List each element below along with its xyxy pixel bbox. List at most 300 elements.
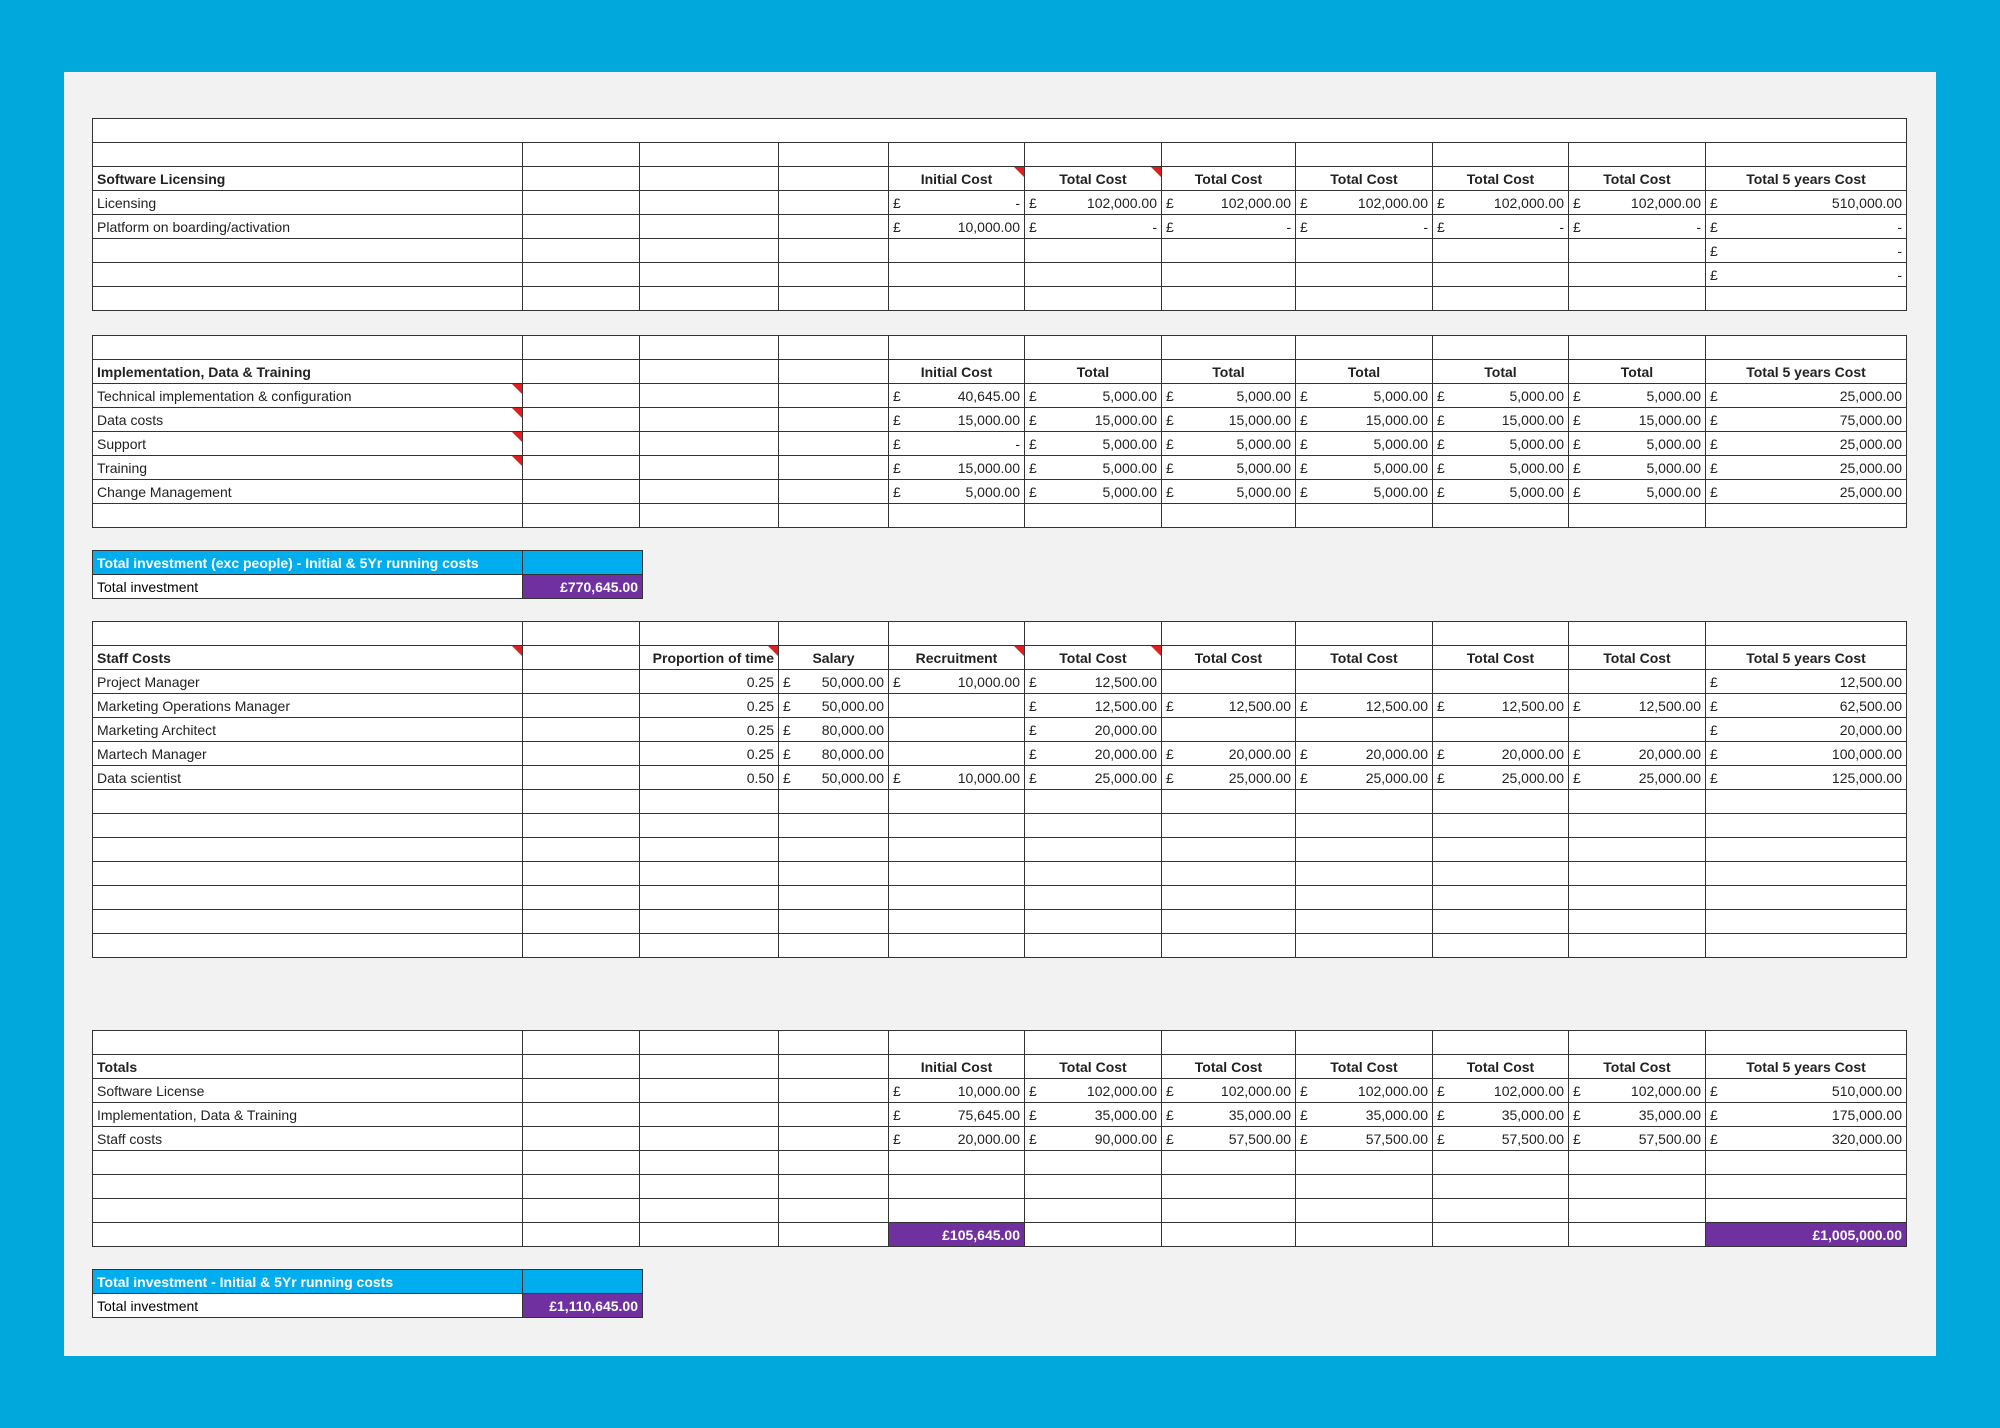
table-cell[interactable]: Y5 bbox=[1569, 622, 1706, 646]
table-cell[interactable] bbox=[1162, 432, 1296, 456]
table-cell[interactable]: Y5 bbox=[1569, 1031, 1706, 1055]
table-cell[interactable] bbox=[523, 480, 640, 504]
table-cell[interactable] bbox=[523, 408, 640, 432]
table-cell[interactable] bbox=[523, 1031, 640, 1055]
table-cell[interactable] bbox=[1706, 1199, 1907, 1223]
table-cell[interactable] bbox=[1162, 670, 1296, 694]
table-cell[interactable]: Recruitment bbox=[889, 646, 1025, 670]
table-cell[interactable] bbox=[1569, 862, 1706, 886]
table-cell[interactable]: £57,500.00 bbox=[1433, 934, 1569, 958]
table-cell[interactable] bbox=[1433, 215, 1569, 239]
table-cell[interactable] bbox=[1025, 239, 1162, 263]
table-row[interactable] bbox=[93, 1079, 1907, 1103]
table-cell[interactable] bbox=[1025, 504, 1162, 528]
table-cell[interactable] bbox=[523, 934, 640, 958]
table-cell[interactable] bbox=[1433, 670, 1569, 694]
table-cell[interactable]: Y1 bbox=[1025, 336, 1162, 360]
table-cell[interactable] bbox=[1569, 1127, 1706, 1151]
table-cell[interactable] bbox=[779, 360, 889, 384]
table-cell[interactable] bbox=[1706, 838, 1907, 862]
table-cell[interactable] bbox=[779, 1175, 889, 1199]
table-row[interactable] bbox=[93, 456, 1907, 480]
table-cell[interactable] bbox=[1569, 432, 1706, 456]
table-cell[interactable] bbox=[1025, 1079, 1162, 1103]
table-row[interactable] bbox=[93, 408, 1907, 432]
table-cell[interactable] bbox=[779, 934, 889, 958]
table-cell[interactable] bbox=[1296, 287, 1433, 311]
table-cell[interactable] bbox=[523, 886, 640, 910]
table-cell[interactable] bbox=[1296, 886, 1433, 910]
table-cell[interactable] bbox=[523, 1223, 640, 1247]
table-cell[interactable] bbox=[1296, 408, 1433, 432]
table-cell[interactable] bbox=[93, 239, 523, 263]
table-cell[interactable] bbox=[779, 456, 889, 480]
table-cell[interactable] bbox=[1296, 1199, 1433, 1223]
table-cell[interactable] bbox=[1433, 1175, 1569, 1199]
table-cell[interactable]: 0.25 bbox=[640, 670, 779, 694]
table-cell[interactable] bbox=[640, 886, 779, 910]
table-cell[interactable] bbox=[1296, 504, 1433, 528]
table-cell[interactable] bbox=[523, 1103, 640, 1127]
table-cell[interactable] bbox=[779, 862, 889, 886]
table-cell[interactable] bbox=[1706, 742, 1907, 766]
table-cell[interactable] bbox=[1296, 670, 1433, 694]
table-cell[interactable] bbox=[523, 646, 640, 670]
table-cell[interactable] bbox=[1162, 694, 1296, 718]
table-cell[interactable] bbox=[1569, 742, 1706, 766]
table-cell[interactable] bbox=[889, 239, 1025, 263]
table-cell[interactable]: Y2 bbox=[1162, 336, 1296, 360]
table-cell[interactable]: Y3 bbox=[1296, 1031, 1433, 1055]
grand-initial-total[interactable]: £105,645.00 bbox=[889, 1223, 1025, 1247]
table-row[interactable] bbox=[93, 432, 1907, 456]
table-cell[interactable] bbox=[1162, 215, 1296, 239]
table-cell[interactable] bbox=[1025, 191, 1162, 215]
table-cell[interactable] bbox=[640, 287, 779, 311]
table-cell[interactable] bbox=[523, 910, 640, 934]
table-cell[interactable] bbox=[1433, 1199, 1569, 1223]
table-cell[interactable]: Training bbox=[93, 456, 523, 480]
table-cell[interactable] bbox=[523, 790, 640, 814]
table-cell[interactable] bbox=[1296, 191, 1433, 215]
table-cell[interactable] bbox=[1162, 1127, 1296, 1151]
table-cell[interactable] bbox=[889, 862, 1025, 886]
table-cell[interactable] bbox=[779, 432, 889, 456]
table-row[interactable] bbox=[93, 215, 1907, 239]
investment-exc-value[interactable]: £770,645.00 bbox=[523, 575, 643, 599]
table-cell[interactable] bbox=[1025, 456, 1162, 480]
table-cell[interactable] bbox=[1296, 718, 1433, 742]
table-cell[interactable] bbox=[1025, 384, 1162, 408]
investment-all-value[interactable]: £1,110,645.00 bbox=[523, 1294, 643, 1318]
table-cell[interactable] bbox=[1569, 718, 1706, 742]
table-cell[interactable] bbox=[523, 384, 640, 408]
table-cell[interactable] bbox=[889, 1175, 1025, 1199]
table-cell[interactable] bbox=[889, 504, 1025, 528]
table-cell[interactable] bbox=[779, 718, 889, 742]
table-cell[interactable] bbox=[779, 886, 889, 910]
table-cell[interactable]: Licensing bbox=[93, 191, 523, 215]
table-cell[interactable] bbox=[1296, 862, 1433, 886]
table-cell[interactable]: Total Cost bbox=[1162, 1055, 1296, 1079]
table-row[interactable] bbox=[93, 191, 1907, 215]
table-cell[interactable] bbox=[1569, 287, 1706, 311]
table-cell[interactable] bbox=[1433, 432, 1569, 456]
table-cell[interactable] bbox=[779, 480, 889, 504]
table-cell[interactable] bbox=[640, 215, 779, 239]
table-cell[interactable] bbox=[1162, 239, 1296, 263]
table-cell[interactable] bbox=[1569, 838, 1706, 862]
table-row[interactable] bbox=[93, 480, 1907, 504]
table-cell[interactable] bbox=[1296, 432, 1433, 456]
table-cell[interactable] bbox=[1296, 766, 1433, 790]
table-cell[interactable] bbox=[640, 934, 779, 958]
table-row[interactable] bbox=[93, 838, 1907, 862]
table-cell[interactable]: Total bbox=[1706, 622, 1907, 646]
table-row[interactable] bbox=[93, 384, 1907, 408]
table-cell[interactable]: £194,500.00 bbox=[1296, 1223, 1433, 1247]
table-cell[interactable]: Total Cost bbox=[1025, 1055, 1162, 1079]
table-cell[interactable] bbox=[1162, 1103, 1296, 1127]
table-cell[interactable]: 0.25 bbox=[640, 718, 779, 742]
table-cell[interactable] bbox=[1433, 718, 1569, 742]
table-cell[interactable] bbox=[1162, 504, 1296, 528]
table-cell[interactable]: Y1 bbox=[1025, 1031, 1162, 1055]
table-cell[interactable] bbox=[1706, 862, 1907, 886]
table-cell[interactable]: Data costs bbox=[93, 408, 523, 432]
table-cell[interactable] bbox=[523, 1151, 640, 1175]
table-cell[interactable] bbox=[1569, 886, 1706, 910]
table-cell[interactable] bbox=[1433, 1103, 1569, 1127]
table-cell[interactable]: Total 5 years Cost bbox=[1706, 1055, 1907, 1079]
table-cell[interactable] bbox=[523, 742, 640, 766]
table-cell[interactable]: Marketing Architect bbox=[93, 718, 523, 742]
table-cell[interactable]: £194,500.00 bbox=[1162, 1223, 1296, 1247]
table-cell[interactable] bbox=[1706, 191, 1907, 215]
table-cell[interactable] bbox=[889, 766, 1025, 790]
table-cell[interactable] bbox=[523, 766, 640, 790]
table-cell[interactable] bbox=[1162, 1151, 1296, 1175]
table-cell[interactable] bbox=[779, 1199, 889, 1223]
table-cell[interactable] bbox=[779, 239, 889, 263]
table-cell[interactable] bbox=[1296, 814, 1433, 838]
table-row[interactable] bbox=[93, 718, 1907, 742]
table-cell[interactable] bbox=[1569, 384, 1706, 408]
table-cell[interactable] bbox=[1569, 694, 1706, 718]
table-cell[interactable] bbox=[1569, 239, 1706, 263]
table-cell[interactable] bbox=[1296, 910, 1433, 934]
table-cell[interactable] bbox=[889, 1079, 1025, 1103]
table-cell[interactable] bbox=[523, 1079, 640, 1103]
table-cell[interactable]: Proportion of time bbox=[640, 646, 779, 670]
table-cell[interactable]: Total Cost bbox=[1569, 646, 1706, 670]
table-cell[interactable] bbox=[523, 167, 640, 191]
table-cell[interactable] bbox=[779, 191, 889, 215]
table-cell[interactable]: Y4 bbox=[1433, 1031, 1569, 1055]
table-cell[interactable] bbox=[1162, 814, 1296, 838]
table-cell[interactable] bbox=[523, 360, 640, 384]
table-cell[interactable] bbox=[889, 287, 1025, 311]
table-cell[interactable]: Staff costs bbox=[93, 1127, 523, 1151]
table-cell[interactable] bbox=[93, 838, 523, 862]
table-cell[interactable]: Totals bbox=[93, 1055, 523, 1079]
table-cell[interactable]: Support bbox=[93, 432, 523, 456]
table-cell[interactable]: Total bbox=[1296, 360, 1433, 384]
table-cell[interactable] bbox=[523, 838, 640, 862]
table-cell[interactable] bbox=[93, 1151, 523, 1175]
table-cell[interactable] bbox=[640, 408, 779, 432]
table-cell[interactable] bbox=[640, 1031, 779, 1055]
table-cell[interactable] bbox=[1569, 504, 1706, 528]
table-cell[interactable] bbox=[779, 408, 889, 432]
table-cell[interactable]: Y4 bbox=[1433, 336, 1569, 360]
table-cell[interactable] bbox=[1569, 408, 1706, 432]
table-cell[interactable] bbox=[640, 239, 779, 263]
table-cell[interactable] bbox=[523, 456, 640, 480]
table-cell[interactable] bbox=[1162, 838, 1296, 862]
table-cell[interactable] bbox=[1162, 191, 1296, 215]
table-cell[interactable] bbox=[523, 239, 640, 263]
table-cell[interactable] bbox=[889, 886, 1025, 910]
table-cell[interactable] bbox=[523, 1270, 643, 1294]
table-cell[interactable] bbox=[1569, 1199, 1706, 1223]
table-row[interactable] bbox=[93, 1127, 1907, 1151]
table-cell[interactable] bbox=[1433, 480, 1569, 504]
table-cell[interactable]: Y4 bbox=[1433, 622, 1569, 646]
table-cell[interactable] bbox=[1433, 694, 1569, 718]
table-cell[interactable] bbox=[1569, 191, 1706, 215]
table-cell[interactable] bbox=[523, 143, 640, 167]
table-cell[interactable]: Project Manager bbox=[93, 670, 523, 694]
table-cell[interactable] bbox=[640, 838, 779, 862]
table-cell[interactable] bbox=[1433, 191, 1569, 215]
table-cell[interactable] bbox=[1162, 384, 1296, 408]
table-cell[interactable] bbox=[1162, 287, 1296, 311]
table-cell[interactable] bbox=[1296, 742, 1433, 766]
table-row[interactable] bbox=[93, 239, 1907, 263]
table-cell[interactable] bbox=[640, 1103, 779, 1127]
table-cell[interactable] bbox=[523, 191, 640, 215]
table-cell[interactable] bbox=[523, 263, 640, 287]
table-cell[interactable] bbox=[1706, 287, 1907, 311]
table-cell[interactable] bbox=[1025, 215, 1162, 239]
table-cell[interactable] bbox=[523, 215, 640, 239]
table-cell[interactable] bbox=[93, 886, 523, 910]
table-cell[interactable] bbox=[889, 838, 1025, 862]
table-cell[interactable] bbox=[523, 814, 640, 838]
table-cell[interactable] bbox=[1706, 239, 1907, 263]
table-cell[interactable] bbox=[779, 1055, 889, 1079]
table-cell[interactable] bbox=[1025, 790, 1162, 814]
table-cell[interactable] bbox=[889, 1151, 1025, 1175]
table-cell[interactable] bbox=[1025, 766, 1162, 790]
table-cell[interactable] bbox=[1569, 814, 1706, 838]
table-cell[interactable] bbox=[1296, 694, 1433, 718]
table-cell[interactable] bbox=[779, 336, 889, 360]
table-cell[interactable] bbox=[1706, 910, 1907, 934]
table-cell[interactable] bbox=[93, 862, 523, 886]
table-cell[interactable] bbox=[1706, 886, 1907, 910]
table-cell[interactable] bbox=[1569, 1175, 1706, 1199]
table-cell[interactable] bbox=[523, 718, 640, 742]
table-cell[interactable]: Total bbox=[1706, 336, 1907, 360]
table-cell[interactable]: Total Cost bbox=[1162, 646, 1296, 670]
table-cell[interactable] bbox=[1569, 263, 1706, 287]
table-cell[interactable] bbox=[1025, 1103, 1162, 1127]
table-cell[interactable] bbox=[779, 838, 889, 862]
table-cell[interactable] bbox=[889, 384, 1025, 408]
table-row[interactable] bbox=[93, 1151, 1907, 1175]
table-cell[interactable] bbox=[1296, 1127, 1433, 1151]
table-cell[interactable] bbox=[1025, 718, 1162, 742]
table-cell[interactable]: 0.25 bbox=[640, 694, 779, 718]
table-cell[interactable] bbox=[523, 670, 640, 694]
table-cell[interactable] bbox=[1025, 263, 1162, 287]
table-cell[interactable] bbox=[1296, 456, 1433, 480]
table-cell[interactable] bbox=[523, 504, 640, 528]
table-cell[interactable] bbox=[889, 432, 1025, 456]
table-cell[interactable] bbox=[1569, 480, 1706, 504]
table-cell[interactable] bbox=[1162, 910, 1296, 934]
table-cell[interactable] bbox=[1706, 480, 1907, 504]
table-cell[interactable] bbox=[1569, 910, 1706, 934]
table-cell[interactable]: Total Cost bbox=[1296, 646, 1433, 670]
table-cell[interactable] bbox=[1296, 1103, 1433, 1127]
table-cell[interactable] bbox=[779, 670, 889, 694]
table-cell[interactable] bbox=[1025, 814, 1162, 838]
table-cell[interactable] bbox=[1162, 1199, 1296, 1223]
table-cell[interactable] bbox=[640, 1175, 779, 1199]
table-row[interactable] bbox=[93, 862, 1907, 886]
table-cell[interactable]: Initial Cost bbox=[889, 360, 1025, 384]
table-cell[interactable] bbox=[640, 1127, 779, 1151]
table-cell[interactable] bbox=[640, 336, 779, 360]
table-cell[interactable] bbox=[1162, 263, 1296, 287]
table-cell[interactable] bbox=[889, 143, 1025, 167]
table-cell[interactable] bbox=[889, 1103, 1025, 1127]
table-cell[interactable] bbox=[779, 910, 889, 934]
table-cell[interactable] bbox=[1162, 456, 1296, 480]
table-cell[interactable] bbox=[1569, 1151, 1706, 1175]
table-cell[interactable]: Total bbox=[93, 504, 523, 528]
table-row[interactable] bbox=[93, 1103, 1907, 1127]
table-cell[interactable] bbox=[779, 287, 889, 311]
table-cell[interactable]: Y2 bbox=[1162, 622, 1296, 646]
table-cell[interactable]: Total Cost bbox=[1296, 1055, 1433, 1079]
table-cell[interactable] bbox=[523, 1199, 640, 1223]
table-cell[interactable] bbox=[1025, 886, 1162, 910]
table-cell[interactable] bbox=[1706, 408, 1907, 432]
table-cell[interactable]: Implementation, Data & Training bbox=[93, 1103, 523, 1127]
table-row[interactable] bbox=[93, 910, 1907, 934]
table-cell[interactable] bbox=[1025, 838, 1162, 862]
table-row[interactable] bbox=[93, 1199, 1907, 1223]
table-cell[interactable] bbox=[779, 1127, 889, 1151]
table-cell[interactable] bbox=[889, 191, 1025, 215]
table-cell[interactable]: Total Cost bbox=[1025, 646, 1162, 670]
table-cell[interactable] bbox=[93, 814, 523, 838]
table-cell[interactable]: £194,500.00 bbox=[1433, 1223, 1569, 1247]
table-cell[interactable]: £20,000.00 bbox=[889, 934, 1025, 958]
table-cell[interactable]: Y1 bbox=[1025, 622, 1162, 646]
table-cell[interactable] bbox=[1706, 504, 1907, 528]
table-cell[interactable]: Total bbox=[1025, 360, 1162, 384]
table-cell[interactable] bbox=[1433, 1079, 1569, 1103]
table-cell[interactable] bbox=[93, 1175, 523, 1199]
table-cell[interactable] bbox=[779, 167, 889, 191]
table-cell[interactable]: Staff Costs bbox=[93, 646, 523, 670]
table-cell[interactable] bbox=[779, 215, 889, 239]
table-cell[interactable] bbox=[1433, 1151, 1569, 1175]
table-cell[interactable] bbox=[1162, 1079, 1296, 1103]
table-cell[interactable] bbox=[779, 742, 889, 766]
table-cell[interactable] bbox=[889, 456, 1025, 480]
table-cell[interactable]: 0.50 bbox=[640, 766, 779, 790]
table-cell[interactable] bbox=[93, 143, 523, 167]
table-cell[interactable] bbox=[779, 694, 889, 718]
table-cell[interactable] bbox=[889, 263, 1025, 287]
table-cell[interactable] bbox=[523, 1175, 640, 1199]
table-cell[interactable] bbox=[523, 336, 640, 360]
table-cell[interactable] bbox=[523, 1127, 640, 1151]
table-cell[interactable] bbox=[640, 432, 779, 456]
table-cell[interactable] bbox=[1162, 480, 1296, 504]
table-cell[interactable] bbox=[1162, 862, 1296, 886]
table-cell[interactable] bbox=[1706, 790, 1907, 814]
table-row[interactable] bbox=[93, 766, 1907, 790]
table-cell[interactable] bbox=[779, 766, 889, 790]
table-cell[interactable] bbox=[1025, 1151, 1162, 1175]
table-cell[interactable]: Total 5 years Cost bbox=[1706, 646, 1907, 670]
table-cell[interactable]: £227,000.00 bbox=[1025, 1223, 1162, 1247]
table-cell[interactable]: Y5 bbox=[1569, 336, 1706, 360]
table-cell[interactable] bbox=[1433, 456, 1569, 480]
table-cell[interactable] bbox=[1433, 239, 1569, 263]
table-cell[interactable] bbox=[1296, 1151, 1433, 1175]
table-cell[interactable]: Martech Manager bbox=[93, 742, 523, 766]
table-cell[interactable] bbox=[779, 1031, 889, 1055]
table-cell[interactable] bbox=[1162, 742, 1296, 766]
table-cell[interactable]: Total bbox=[1706, 1031, 1907, 1055]
table-cell[interactable] bbox=[1025, 862, 1162, 886]
table-cell[interactable] bbox=[779, 1151, 889, 1175]
table-cell[interactable] bbox=[1162, 766, 1296, 790]
table-cell[interactable] bbox=[1162, 1175, 1296, 1199]
table-cell[interactable] bbox=[523, 694, 640, 718]
table-cell[interactable] bbox=[1433, 814, 1569, 838]
table-cell[interactable]: Technical implementation & configuration bbox=[93, 384, 523, 408]
table-cell[interactable]: £57,500.00 bbox=[1296, 934, 1433, 958]
table-row[interactable] bbox=[93, 742, 1907, 766]
table-cell[interactable] bbox=[523, 551, 643, 575]
table-cell[interactable] bbox=[1706, 766, 1907, 790]
table-cell[interactable] bbox=[640, 167, 779, 191]
table-cell[interactable] bbox=[1433, 504, 1569, 528]
table-cell[interactable]: Total Cost bbox=[1433, 1055, 1569, 1079]
table-cell[interactable] bbox=[640, 384, 779, 408]
table-cell[interactable] bbox=[1296, 838, 1433, 862]
table-cell[interactable] bbox=[640, 263, 779, 287]
table-cell[interactable] bbox=[640, 622, 779, 646]
table-cell[interactable] bbox=[1433, 886, 1569, 910]
table-cell[interactable] bbox=[1025, 432, 1162, 456]
table-cell[interactable] bbox=[640, 814, 779, 838]
table-cell[interactable] bbox=[93, 790, 523, 814]
table-cell[interactable] bbox=[889, 910, 1025, 934]
table-cell[interactable] bbox=[640, 1223, 779, 1247]
table-cell[interactable] bbox=[889, 814, 1025, 838]
table-cell[interactable] bbox=[523, 287, 640, 311]
